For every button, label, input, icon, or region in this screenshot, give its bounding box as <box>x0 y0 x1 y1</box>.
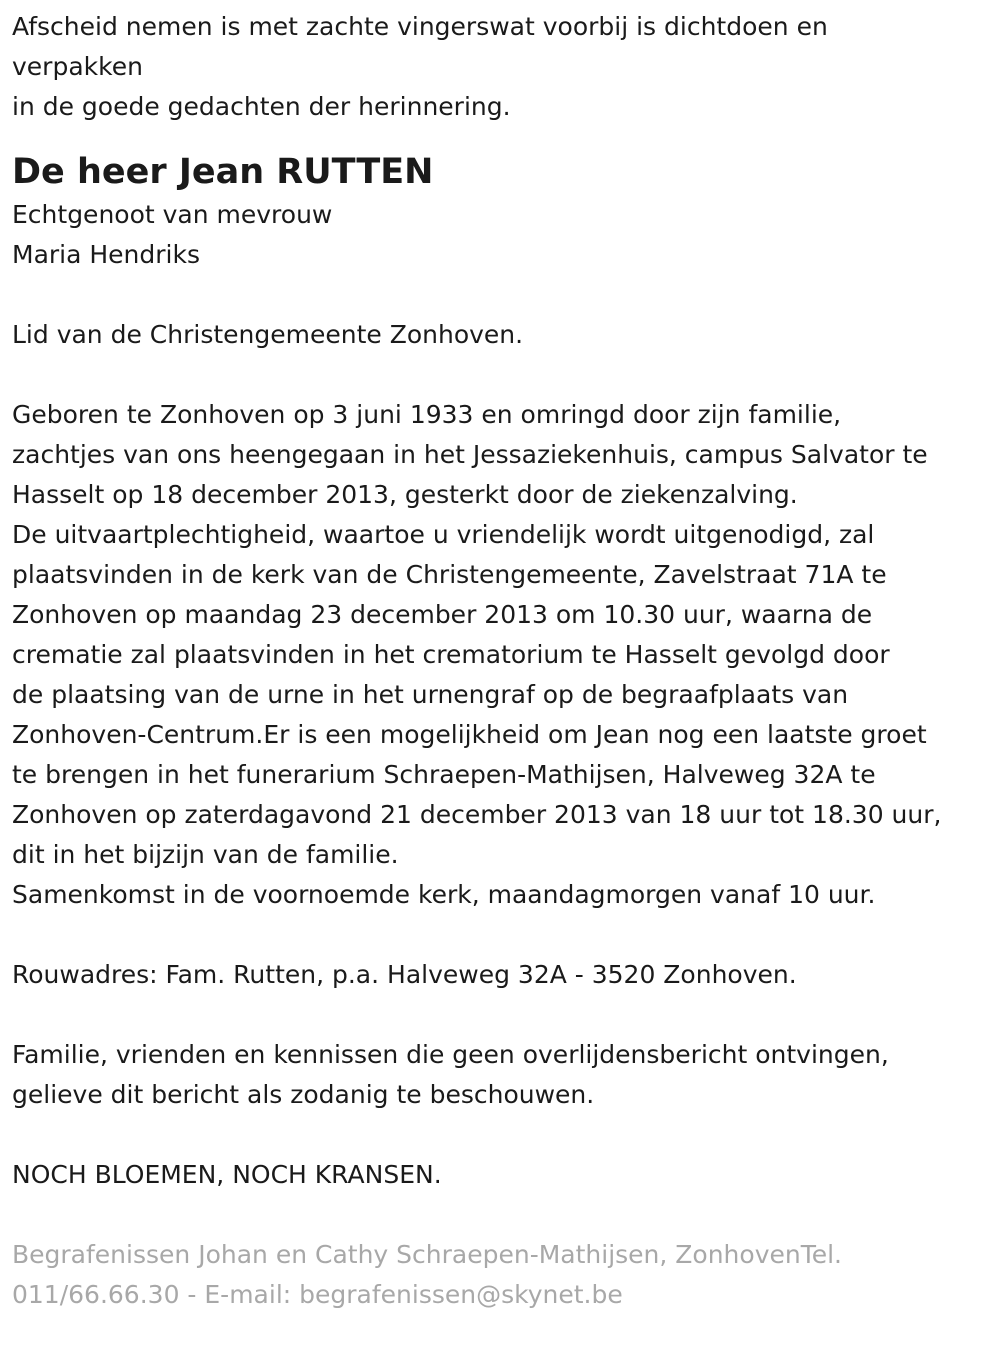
notice-block <box>12 1035 988 1115</box>
poem-line: verpakken <box>12 52 143 81</box>
announcement-line: Hasselt op 18 december 2013, gesterkt door de ziekenzalving. <box>12 480 798 509</box>
funeral-home-footer <box>12 1235 988 1315</box>
notice-line: gelieve dit bericht als zodanig te beschouwen. <box>12 1080 595 1109</box>
announcement-line: Samenkomst in de voornoemde kerk, maandagmorgen vanaf 10 uur. <box>12 880 876 909</box>
notice-line: Familie, vrienden en kennissen die geen overlijdensbericht ontvingen, <box>12 1040 889 1069</box>
spouse-line: Echtgenoot van mevrouw <box>12 200 333 229</box>
announcement-line: Zonhoven op maandag 23 december 2013 om 10.30 uur, waarna de <box>12 600 873 629</box>
membership-line: Lid van de Christengemeente Zonhoven. <box>12 320 524 349</box>
announcement-line: Geboren te Zonhoven op 3 juni 1933 en omringd door zijn familie, <box>12 400 842 429</box>
announcement-line: Zonhoven op zaterdagavond 21 december 2013 van 18 uur tot 18.30 uur, <box>12 800 942 829</box>
mourning-address: Rouwadres: Fam. Rutten, p.a. Halveweg 32A - 3520 Zonhoven. <box>12 960 797 989</box>
poem-block <box>12 7 988 127</box>
poem-line: Afscheid nemen is met zachte vingerswat voorbij is dichtdoen en <box>12 12 828 41</box>
spouse-name: Maria Hendriks <box>12 240 201 269</box>
announcement-line: plaatsvinden in de kerk van de Christengemeente, Zavelstraat 71A te <box>12 560 887 589</box>
announcement-line: dit in het bijzijn van de familie. <box>12 840 399 869</box>
announcement-line: zachtjes van ons heengegaan in het Jessaziekenhuis, campus Salvator te <box>12 440 928 469</box>
poem-line: in de goede gedachten der herinnering. <box>12 92 511 121</box>
deceased-name: De heer Jean RUTTEN <box>12 152 434 192</box>
announcement-line: crematie zal plaatsvinden in het crematorium te Hasselt gevolgd door <box>12 640 890 669</box>
flowers-note: NOCH BLOEMEN, NOCH KRANSEN. <box>12 1160 442 1189</box>
footer-line: Begrafenissen Johan en Cathy Schraepen-Mathijsen, ZonhovenTel. <box>12 1240 843 1269</box>
announcement-line: Zonhoven-Centrum.Er is een mogelijkheid om Jean nog een laatste groet <box>12 720 927 749</box>
footer-line: 011/66.66.30 - E-mail: begrafenissen@skynet.be <box>12 1280 623 1309</box>
announcement-line: De uitvaartplechtigheid, waartoe u vriendelijk wordt uitgenodigd, zal <box>12 520 875 549</box>
announcement-line: de plaatsing van de urne in het urnengraf op de begraafplaats van <box>12 680 849 709</box>
announcement-line: te brengen in het funerarium Schraepen-Mathijsen, Halveweg 32A te <box>12 760 876 789</box>
announcement-block <box>12 395 988 915</box>
